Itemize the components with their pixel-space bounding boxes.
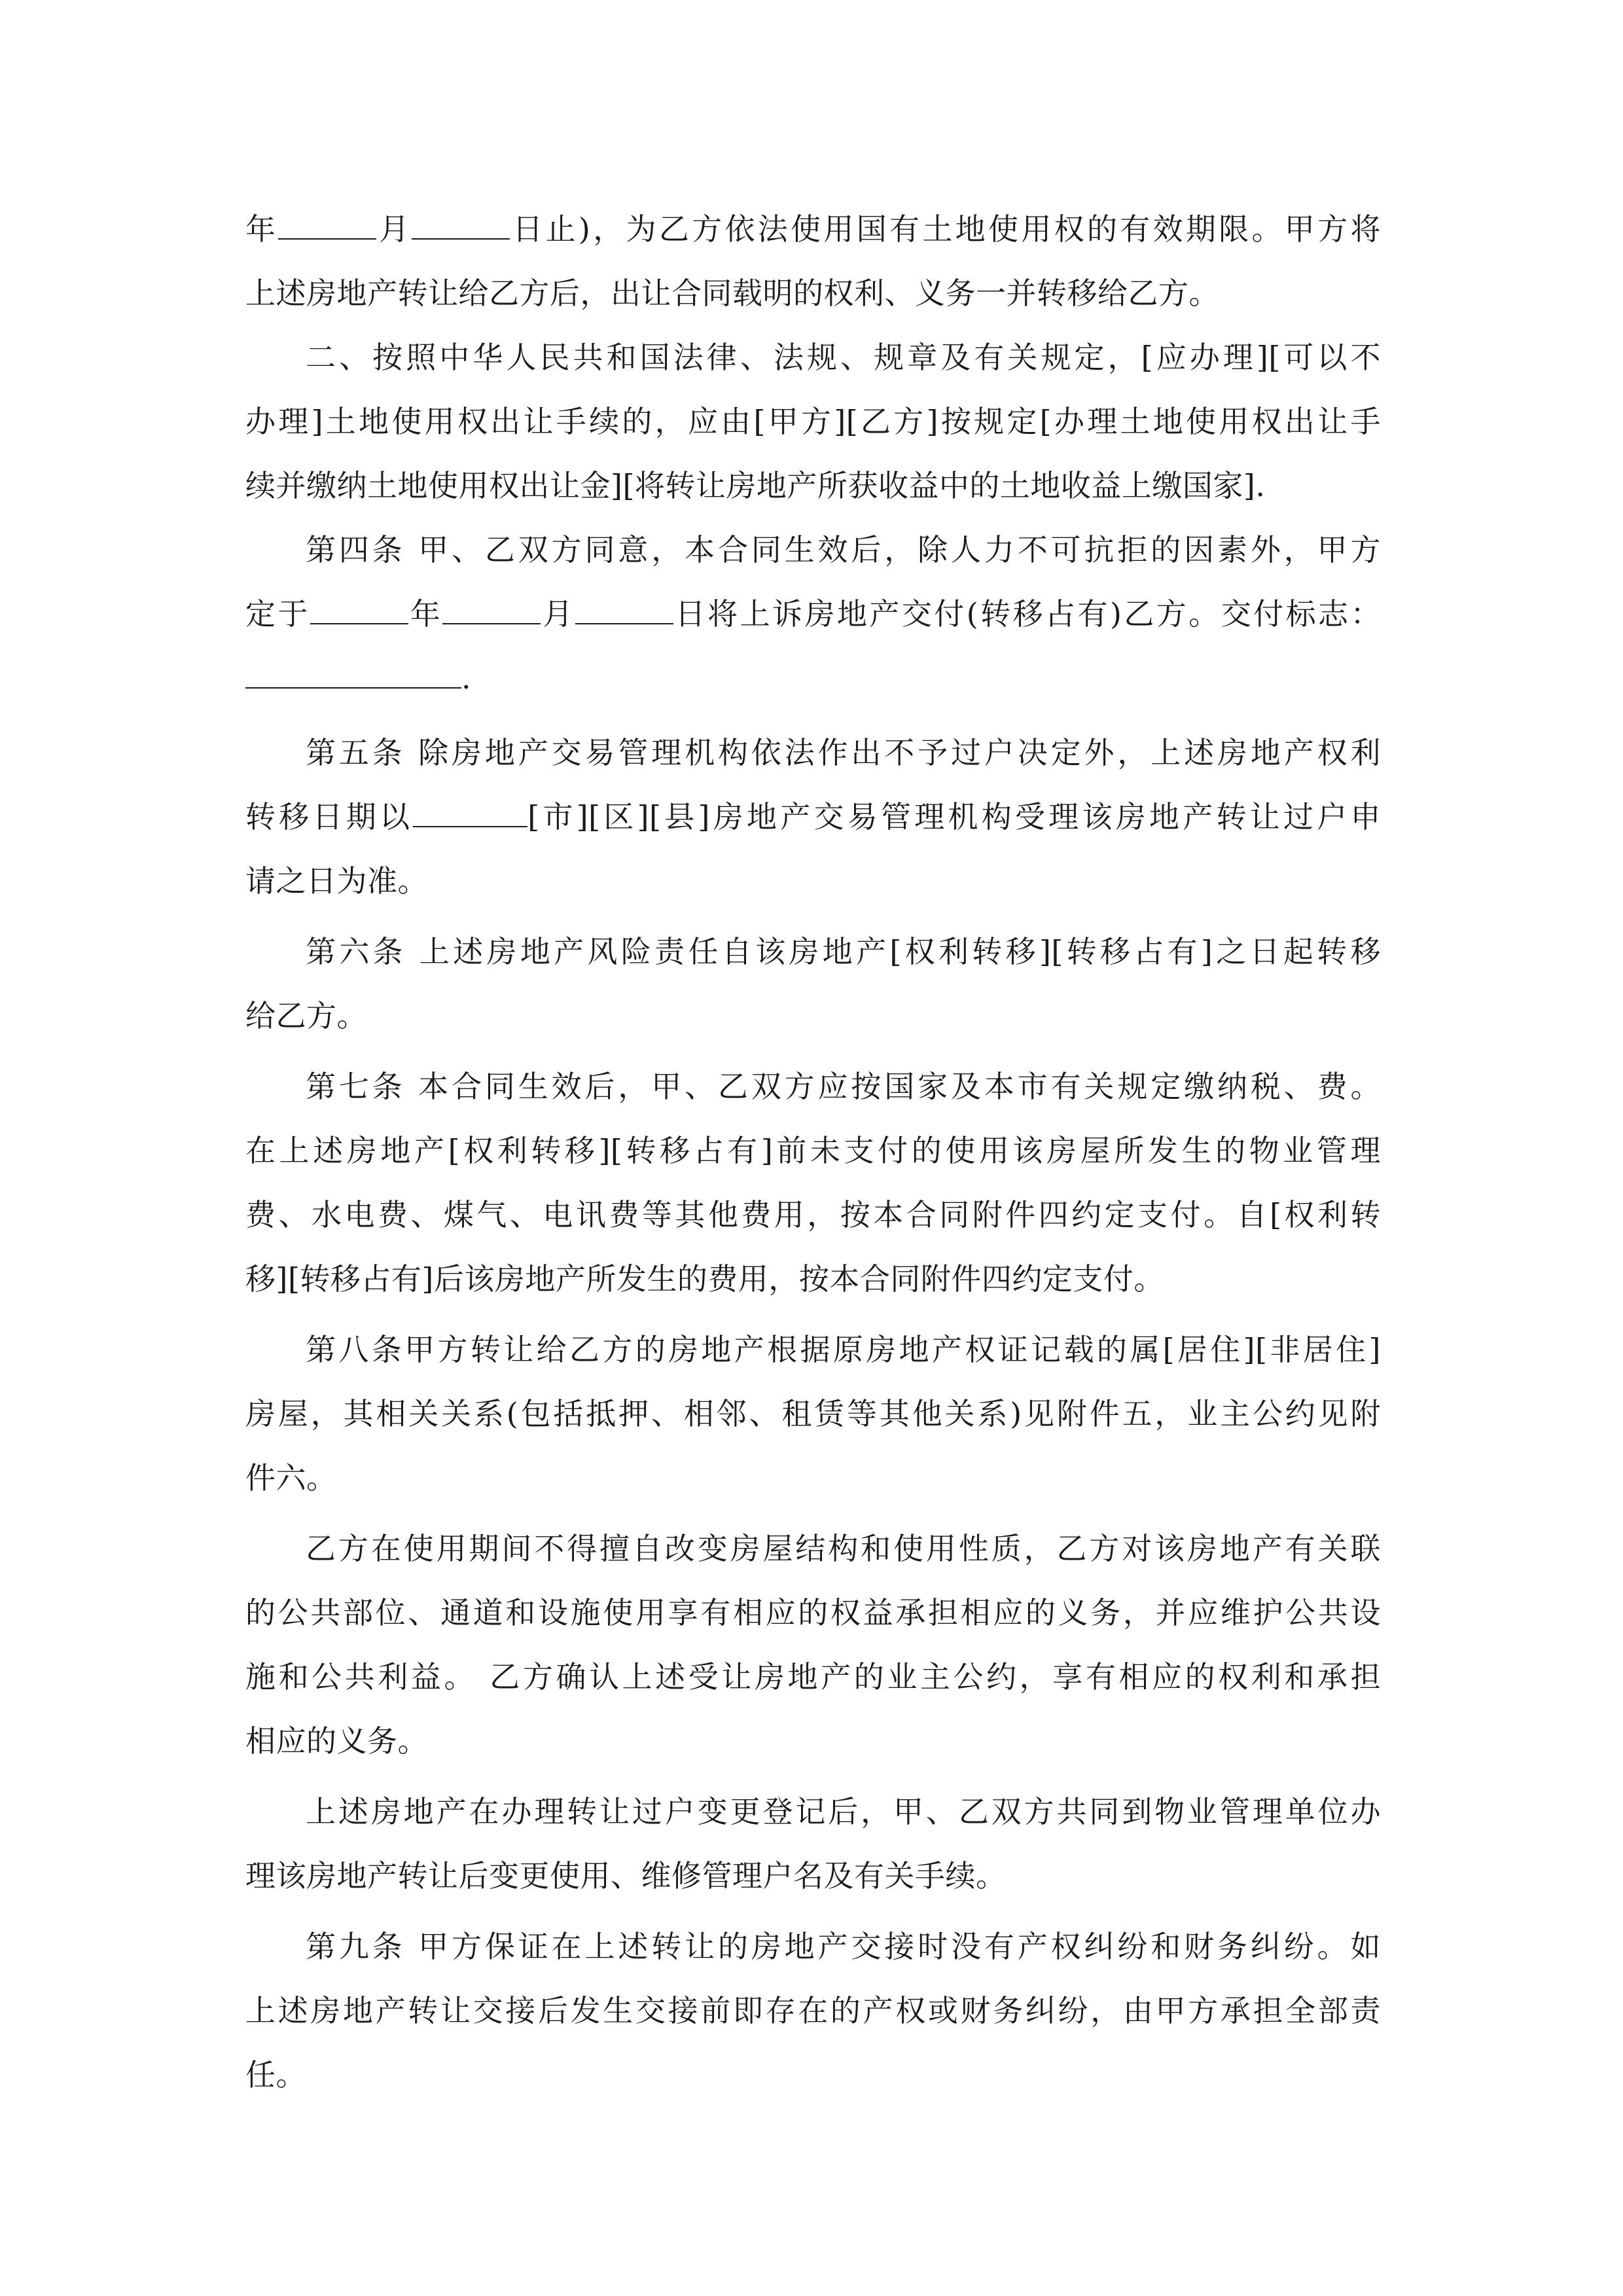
text-line (245, 791, 1381, 843)
fill-blank (412, 209, 510, 240)
text-line: 移][转移占有]后该房地产所发生的费用，按本合同附件四约定支付。 (245, 1261, 1164, 1297)
text-line: 费、水电费、煤气、电讯费等其他费用，按本合同附件四约定支付。自[权利转 (245, 1197, 1381, 1232)
fill-blank (575, 594, 673, 624)
text-line: 第七条 本合同生效后，甲、乙双方应按国家及本市有关规定缴纳税、费。 (306, 1069, 1381, 1104)
text-line: 第四条 甲、乙双方同意，本合同生效后，除人力不可抗拒的因素外，甲方 (306, 532, 1381, 567)
text-segment: 定于 (245, 596, 310, 632)
text-line: 上述房地产转让交接后发生交接前即存在的产权或财务纠纷，由甲方承担全部责 (245, 1993, 1381, 2028)
text-segment: 年 (245, 211, 279, 247)
text-segment: 日止)，为乙方依法使用国有土地使用权的有效期限。甲方将 (510, 211, 1382, 247)
text-line: 任。 (245, 2057, 306, 2092)
fill-blank (278, 209, 376, 240)
text-line: 二、按照中华人民共和国法律、法规、规章及有关规定，[应办理][可以不 (306, 340, 1381, 375)
text-line: 第八条甲方转让给乙方的房地产根据原房地产权证记载的属[居住][非居住] (306, 1332, 1381, 1367)
text-line (245, 203, 1381, 255)
text-line: 第六条 上述房地产风险责任自该房地产[权利转移][转移占有]之日起转移 (306, 934, 1381, 969)
text-line: 第九条 甲方保证在上述转让的房地产交接时没有产权纠纷和财务纠纷。如 (306, 1929, 1381, 1964)
text-line: 件六。 (245, 1460, 337, 1496)
text-segment: 年 (408, 596, 443, 632)
text-line: 施和公共利益。 乙方确认上述受让房地产的业主公约，享有相应的权利和承担 (245, 1659, 1381, 1695)
text-line: 相应的义务。 (245, 1723, 428, 1759)
text-line: 请之日为准。 (245, 863, 428, 899)
fill-blank (310, 594, 408, 624)
fill-blank (413, 797, 527, 827)
text-line (245, 588, 1381, 640)
text-line: 乙方在使用期间不得擅自改变房屋结构和使用性质，乙方对该房地产有关联 (306, 1531, 1381, 1566)
text-segment: 月 (376, 211, 412, 247)
text-line: 第五条 除房地产交易管理机构依法作出不予过户决定外，上述房地产权利 (306, 735, 1381, 770)
text-line: 上述房地产转让给乙方后，出让合同载明的权利、义务一并转移给乙方。 (245, 276, 1219, 311)
text-segment: 月 (541, 596, 575, 632)
text-line: 上述房地产在办理转让过户变更登记后，甲、乙双方共同到物业管理单位办 (306, 1794, 1381, 1829)
fill-blank (245, 658, 461, 689)
text-segment: . (461, 660, 472, 696)
text-line: 办理]土地使用权出让手续的，应由[甲方][乙方]按规定[办理土地使用权出让手 (245, 404, 1381, 439)
text-segment: [市][区][县]房地产交易管理机构受理该房地产转让过户申 (527, 799, 1381, 834)
text-line: 续并缴纳土地使用权出让金][将转让房地产所获收益中的土地收益上缴国家]. (245, 468, 1266, 503)
text-line (245, 652, 471, 704)
text-segment: 日将上诉房地产交付(转移占有)乙方。交付标志： (673, 596, 1381, 632)
text-line: 在上述房地产[权利转移][转移占有]前未支付的使用该房屋所发生的物业管理 (245, 1133, 1381, 1168)
text-line: 房屋，其相关关系(包括抵押、相邻、租赁等其他关系)见附件五，业主公约见附 (245, 1396, 1381, 1431)
text-line: 理该房地产转让后变更使用、维修管理户名及有关手续。 (245, 1858, 1007, 1893)
fill-blank (442, 594, 541, 624)
text-line: 给乙方。 (245, 998, 367, 1033)
text-line: 的公共部位、通道和设施使用享有相应的权益承担相应的义务，并应维护公共设 (245, 1595, 1381, 1630)
text-segment: 转移日期以 (245, 799, 414, 834)
